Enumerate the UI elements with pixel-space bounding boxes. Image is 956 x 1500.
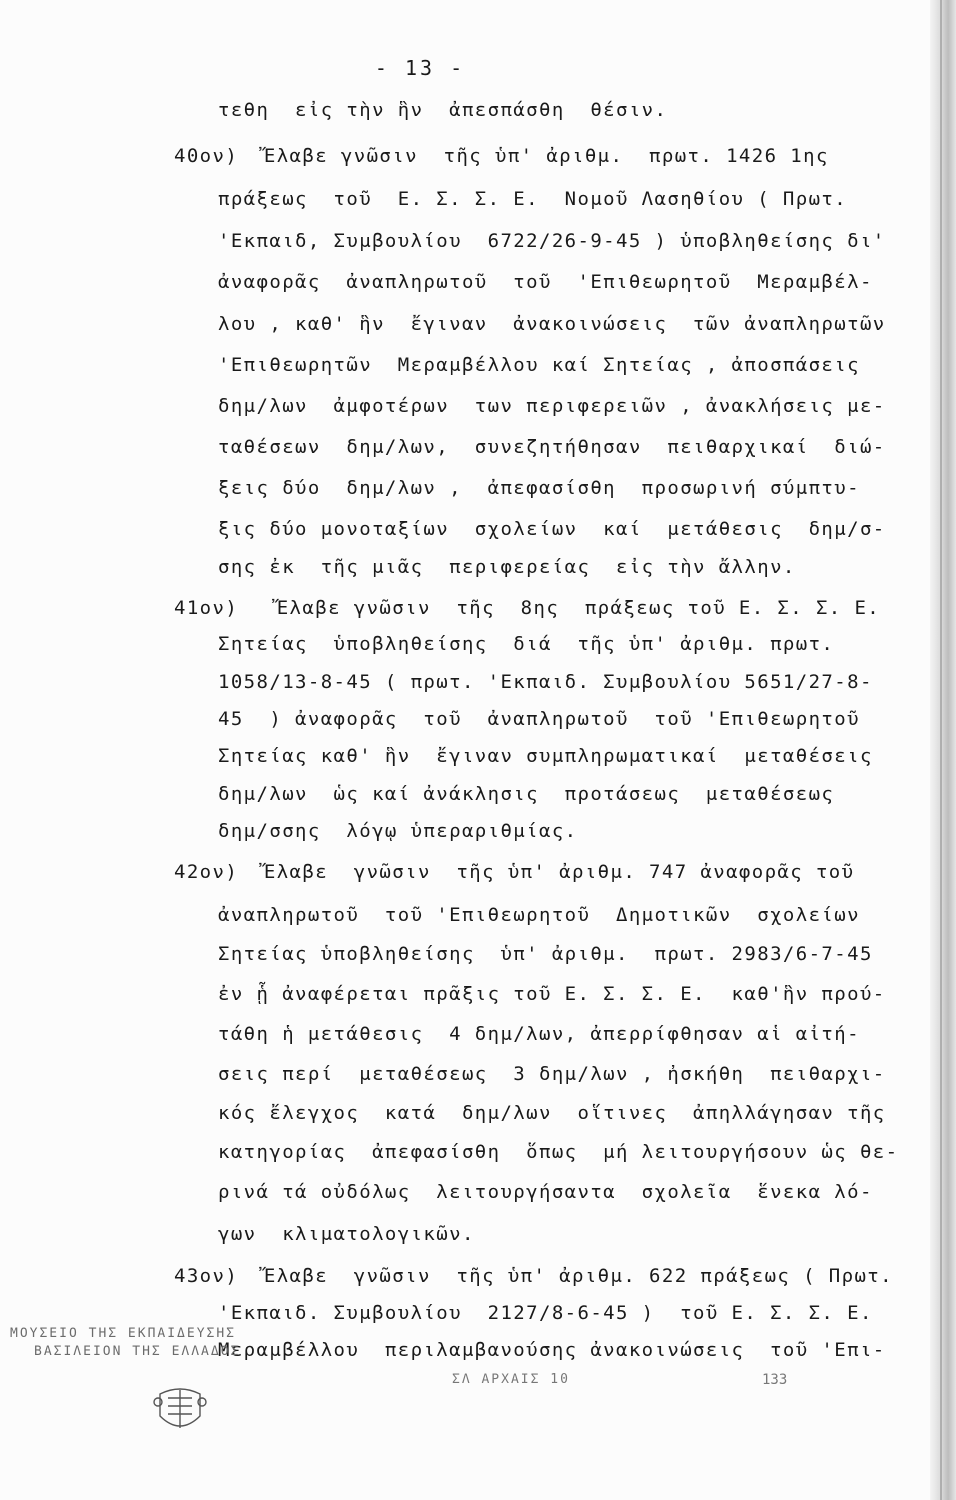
- text-line: 'Επιθεωρητῶν Μεραμβέλλου καί Σητείας , ἀποσπάσεις: [218, 354, 860, 376]
- text-line: γων κλιματολογικῶν.: [218, 1223, 475, 1245]
- archive-stamp: [0, 1320, 300, 1366]
- text-line: 'Εκπαιδ. Συμβουλίου 2127/8-6-45 ) τοῦ Ε. Σ. Σ. Ε.: [218, 1302, 873, 1324]
- text-line: ἀναπληρωτοῦ τοῦ 'Επιθεωρητοῦ Δημοτικῶν σχολείων: [218, 904, 860, 926]
- text-line: 43ον) Ἔλαβε γνῶσιν τῆς ὑπ' ἀριθμ. 622 πράξεως ( Πρωτ.: [174, 1265, 893, 1287]
- text-line: δημ/λων ὡς καί ἀνάκλησις προτάσεως μεταθέσεως: [218, 783, 835, 805]
- text-line: 42ον) Ἔλαβε γνῶσιν τῆς ὑπ' ἀριθμ. 747 ἀναφορᾶς τοῦ: [174, 861, 855, 883]
- text-line: σης ἐκ τῆς μιᾶς περιφερείας εἰς τὴν ἄλλην.: [218, 556, 796, 578]
- coat-of-arms-icon: [150, 1382, 210, 1440]
- text-line: σεις περί μεταθέσεως 3 δημ/λων , ἠσκήθη πειθαρχι-: [218, 1063, 886, 1085]
- text-line: 41ον) Ἔλαβε γνῶσιν τῆς 8ης πράξεως τοῦ Ε. Σ. Σ. Ε.: [174, 597, 881, 619]
- archive-stamp-line2: ΒΑΣΙΛΕΙΟΝ ΤΗΣ ΕΛΛΑΔΟΣ: [34, 1344, 241, 1359]
- text-line: 1058/13-8-45 ( πρωτ. 'Εκπαιδ. Συμβουλίου 5651/27-8-: [218, 671, 873, 693]
- page-number: - 13 -: [374, 56, 466, 80]
- page-binding-edge: [930, 0, 956, 1500]
- text-line: ἐν ᾗ ἀναφέρεται πρᾶξις τοῦ Ε. Σ. Σ. Ε. καθ'ἣν πρού-: [218, 983, 886, 1005]
- text-line: κός ἔλεγχος κατά δημ/λων οἵτινες ἀπηλλάγησαν τῆς: [218, 1102, 886, 1124]
- text-line: ἀναφορᾶς ἀναπληρωτοῦ τοῦ 'Επιθεωρητοῦ Μεραμβέλ-: [218, 271, 873, 293]
- text-line: λου , καθ' ἣν ἔγιναν ἀνακοινώσεις τῶν ἀναπληρωτῶν: [218, 313, 886, 335]
- archive-page-number: 133: [762, 1372, 788, 1388]
- text-line: τεθη εἰς τὴν ἣν ἀπεσπάσθη θέσιν.: [218, 99, 668, 121]
- text-line: 40ον) Ἔλαβε γνῶσιν τῆς ὑπ' ἀριθμ. πρωτ. 1426 1ης: [174, 145, 829, 167]
- text-line: 'Εκπαιδ, Συμβουλίου 6722/26-9-45 ) ὑποβληθείσης δι': [218, 230, 886, 252]
- text-line: κατηγορίας ἀπεφασίσθη ὅπως μή λειτουργήσουν ὡς θε-: [218, 1141, 899, 1163]
- text-line: 45 ) ἀναφορᾶς τοῦ ἀναπληρωτοῦ τοῦ 'Επιθεωρητοῦ: [218, 708, 860, 730]
- text-line: ταθέσεων δημ/λων, συνεζητήθησαν πειθαρχικαί διώ-: [218, 436, 886, 458]
- text-line: δημ/σσης λόγῳ ὑπεραριθμίας.: [218, 820, 578, 842]
- text-line: Σητείας καθ' ἣν ἔγιναν συμπληρωματικαί μεταθέσεις: [218, 745, 873, 767]
- text-line: ξις δύο μονοταξίων σχολείων καί μετάθεσις δημ/σ-: [218, 518, 886, 540]
- text-line: Σητείας ὑποβληθείσης ὑπ' ἀριθμ. πρωτ. 2983/6-7-45: [218, 943, 873, 965]
- text-line: ρινά τά οὐδόλως λειτουργήσαντα σχολεῖα ἕνεκα λό-: [218, 1181, 873, 1203]
- text-line: δημ/λων ἀμφοτέρων των περιφερειῶν , ἀνακλήσεις με-: [218, 395, 886, 417]
- text-line: ξεις δύο δημ/λων , ἀπεφασίσθη προσωρινή σύμπτυ-: [218, 477, 860, 499]
- text-line: πράξεως τοῦ Ε. Σ. Σ. Ε. Νομοῦ Λασηθίου ( Πρωτ.: [218, 188, 848, 210]
- binding-shadow-line: [940, 0, 942, 1500]
- text-line: Σητείας ὑποβληθείσης διά τῆς ὑπ' ἀριθμ. πρωτ.: [218, 633, 835, 655]
- archive-ref: ΣΛ ΑΡΧΑΙΣ 10: [452, 1372, 570, 1387]
- archive-stamp-line1: ΜΟΥΣΕΙΟ ΤΗΣ ΕΚΠΑΙΔΕΥΣΗΣ: [10, 1326, 237, 1341]
- text-line: Μεραμβέλλου περιλαμβανούσης ἀνακοινώσεις τοῦ 'Επι-: [218, 1339, 886, 1361]
- text-line: τάθη ἡ μετάθεσις 4 δημ/λων, ἀπερρίφθησαν αἱ αἰτή-: [218, 1023, 860, 1045]
